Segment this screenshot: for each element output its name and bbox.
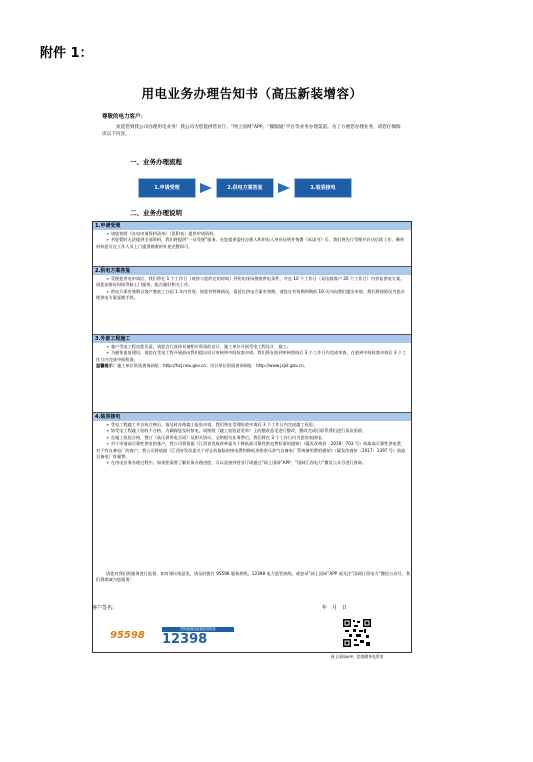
block-body [93,230,411,251]
block-heading: 2.供电方案答复 [93,266,411,275]
block-paragraph: ➢ 受电工程竣工并自检合格后，请及时办理竣工报验申请，我们将在受理验收申请后 3 个工作日内完成竣工检验。 [106,422,318,427]
section-process-heading: 一、业务办理流程 [130,158,182,166]
process-flow [138,172,378,204]
section-instructions-heading: 二、业务办理说明 [130,209,182,217]
block-paragraph: ➢ 请您按照《办电申请资料清单》（见附表）提供申请资料。 [106,231,218,236]
greeting: 尊敬的电力客户： [102,114,147,120]
block-paragraph: ➢ 如受电工程竣工验收不合格，为确保您及时接电，请按照《竣工检验意见单》上的整改意见进行整改，整改完成后联系我们进行再次验收。 [106,428,367,434]
block-paragraph: ➢ 若您暂时无法提供全部资料，我们将提供“一证受理”服务。在您提供委托办理人和用电人身份证明并签署《承诺书》后，我们将先行受理并启动后续工作，剩余材料您可在工作人员上门提供勘查时补充完整即可。 [96,237,405,249]
block-heading: 1.申请受理 [93,222,411,230]
flow-step-plan: 2.供电方案答复 [216,178,274,198]
block-apply [93,222,411,251]
logo-12398-caption: 国家能源局能源监管热线 [162,627,234,632]
block-connection [93,412,411,468]
signature-label: 客户签名： [92,605,118,611]
logo-95598-text: 95598 [110,630,145,641]
logo-12398 [162,627,234,649]
flow-step-connect: 3.装表接电 [294,178,352,198]
qr-caption: 网上国网APP，您的随身电管家 [330,654,384,659]
tip-label: 温馨提示： [96,363,117,369]
notice-document [92,84,412,672]
flow-arrow-icon [278,183,290,193]
block-paragraph: ➢ 受理您用电申请后，我们将在 1 个工作日（或按与您约定的时间）到用电现场勘查供电条件，并在 10 个工作日（双电源客户 20 个工作日）内答复供电方案。请您安排好时间等候上门服务，配合做好相关工作。 [96,276,405,288]
block-body [93,343,411,371]
block-body [93,421,411,468]
block-paragraph: ➢ 为避免重复建设，请您在受电工程开展前向我们提出设计审核和中间检查申请，我们将在收到审核图纸后 3 个工作日内完成审查，在收到中间检查申请后 3 个工作日内完成中间检查。 [96,350,407,362]
block-paragraph: ➢ 客户受电工程由您负责，请您自行选择具备相应资质的设计、施工单位开展受电工程设计、施工。 [106,344,291,349]
attachment-label: 附件 1： [40,46,93,61]
block-paragraph: ➢ 供电方案有效期自客户签收之日起 1 年内有效。如您有特殊情况，需延长供电方案有效期，请您在有效期到期前 10 天内向我们提出申请，我们将视情况为您办理供电方案延期手续。 [96,288,405,301]
block-paragraph: ➢ 在竣工检验合格，签订《高压供用电合同》及相关协议、交纳相关业务费后，我们将在 3 个工作日内为您装表接电。 [106,434,326,440]
block-body [93,275,411,303]
block-heading: 4.装表接电 [93,412,411,421]
document-title: 用电业务办理告知书（高压新装增容） [141,86,363,101]
block-heading: 3.外部工程施工 [93,334,411,343]
logo-95598 [110,630,158,644]
flow-step-apply: 1.申请受理 [138,178,196,198]
block-construction [93,334,411,371]
intro-paragraph: 欢迎您到我公司办理用电业务！我公司为您提供营业厅、“网上国网”APP、“赣服通”平台等业务办理渠道。为了方便您办理业务，请您仔细阅读以下内容。 [102,125,401,137]
tip-text: 施工单位资质查询网址：http://hzj.nea.gov.cn；设计单位资质查询网址：http://www.jsjst.gov.cn。 [116,363,308,369]
date-label: 年 月 日 [322,605,348,611]
flow-arrow-icon [200,183,212,193]
logo-12398-number: 12398 [162,632,208,647]
block-tip [96,363,408,369]
qr-code-icon [342,618,372,648]
footer-paragraph: 请您对我们的服务进行监督，如有建议或意见，请及时拨打 95598 服务热线、12398 电力监管热线，或登录“网上国网”APP 或关注“国网江西电力”微信公众号，我们将竭诚为您服务！ [96,571,411,583]
block-paragraph: ➢ 对于申请高可靠性供电的客户，我公司将依据《江西省发展改革委关于降低高可靠性供电费标准的通知》（赣发改商价〔2018〕703 号）收取高可靠性供电费，对于有自备电厂的客户，我公司将依据《江西省发改委关于停止收取临时接电费和降低余热余压余气自备电厂系统备用费的通知》（赣发改商价〔2017〕1397 号）收取自备电厂容量费。 [96,441,406,460]
service-footer [93,570,417,585]
block-paragraph: ➢ 在用电业务办理过程中，如果您需要了解业务办理进度，可以直接到营业厅或通过“网上国网”APP、“国网江西电力”微信公众号进行查询。 [106,460,367,466]
instructions-table [92,221,412,653]
block-plan [93,266,411,303]
